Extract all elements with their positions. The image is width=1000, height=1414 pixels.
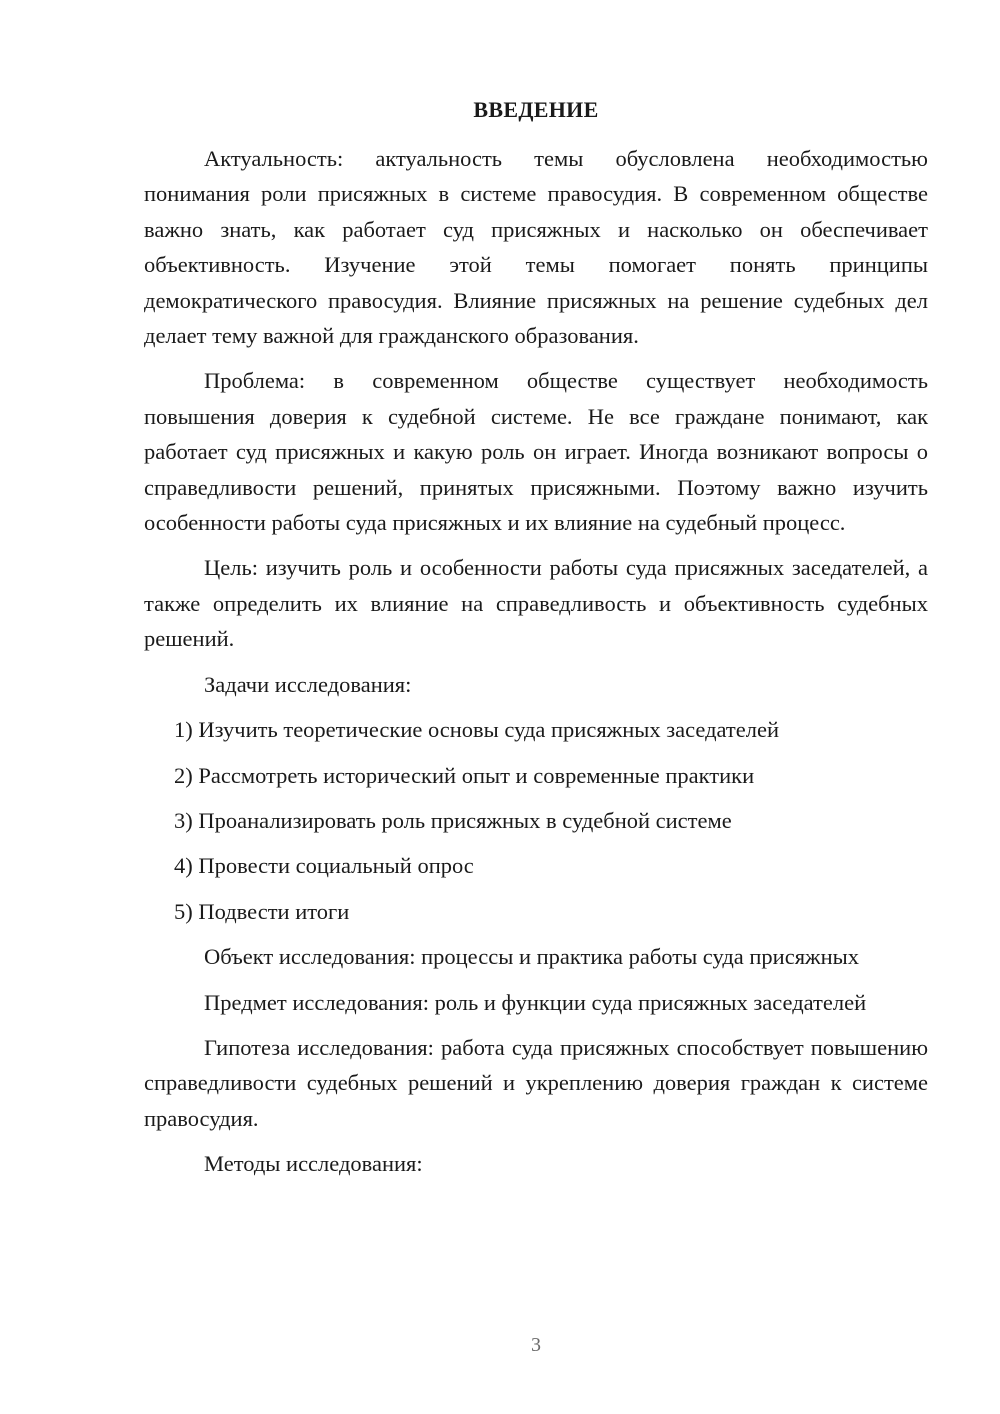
task-item: 5) Подвести итоги — [174, 898, 350, 924]
page-number: 3 — [531, 1334, 541, 1356]
document-body — [144, 141, 928, 1192]
subject-paragraph: Предмет исследования: роль и функции суда присяжных заседателей — [204, 989, 867, 1015]
task-item: 3) Проанализировать роль присяжных в судебной системе — [174, 807, 732, 833]
task-item: 4) Провести социальный опрос — [174, 853, 474, 879]
tasks-heading: Задачи исследования: — [204, 671, 412, 697]
relevance-paragraph: Актуальность: актуальность темы обусловлена необходимостью понимания роли присяжных в системе правосудия. В современном обществе важно знать, как работает суд присяжных и насколько он обеспечивает объективность. Изучение этой темы помогает понять принципы демократического правосудия. Влияние присяжных на решение судебных дел делает тему важной для гражданского образования. — [144, 146, 928, 349]
goal-paragraph: Цель: изучить роль и особенности работы суда присяжных заседателей, а также определить их влияние на справедливость и объективность судебных решений. — [144, 555, 928, 652]
object-paragraph: Объект исследования: процессы и практика работы суда присяжных — [204, 944, 860, 970]
task-item: 2) Рассмотреть исторический опыт и современные практики — [174, 762, 755, 788]
methods-heading: Методы исследования: — [204, 1151, 423, 1177]
problem-paragraph: Проблема: в современном обществе существует необходимость повышения доверия к судебной системе. Не все граждане понимают, как работает суд присяжных и какую роль он играет. Иногда возникают вопросы о справедливости решений, принятых присяжными. Поэтому важно изучить особенности работы суда присяжных и их влияние на судебный процесс. — [144, 368, 928, 536]
page-title: ВВЕДЕНИЕ — [473, 97, 599, 122]
hypothesis-paragraph: Гипотеза исследования: работа суда присяжных способствует повышению справедливости судебных решений и укреплению доверия граждан к системе правосудия. — [144, 1034, 928, 1131]
task-item: 1) Изучить теоретические основы суда присяжных заседателей — [174, 717, 780, 743]
